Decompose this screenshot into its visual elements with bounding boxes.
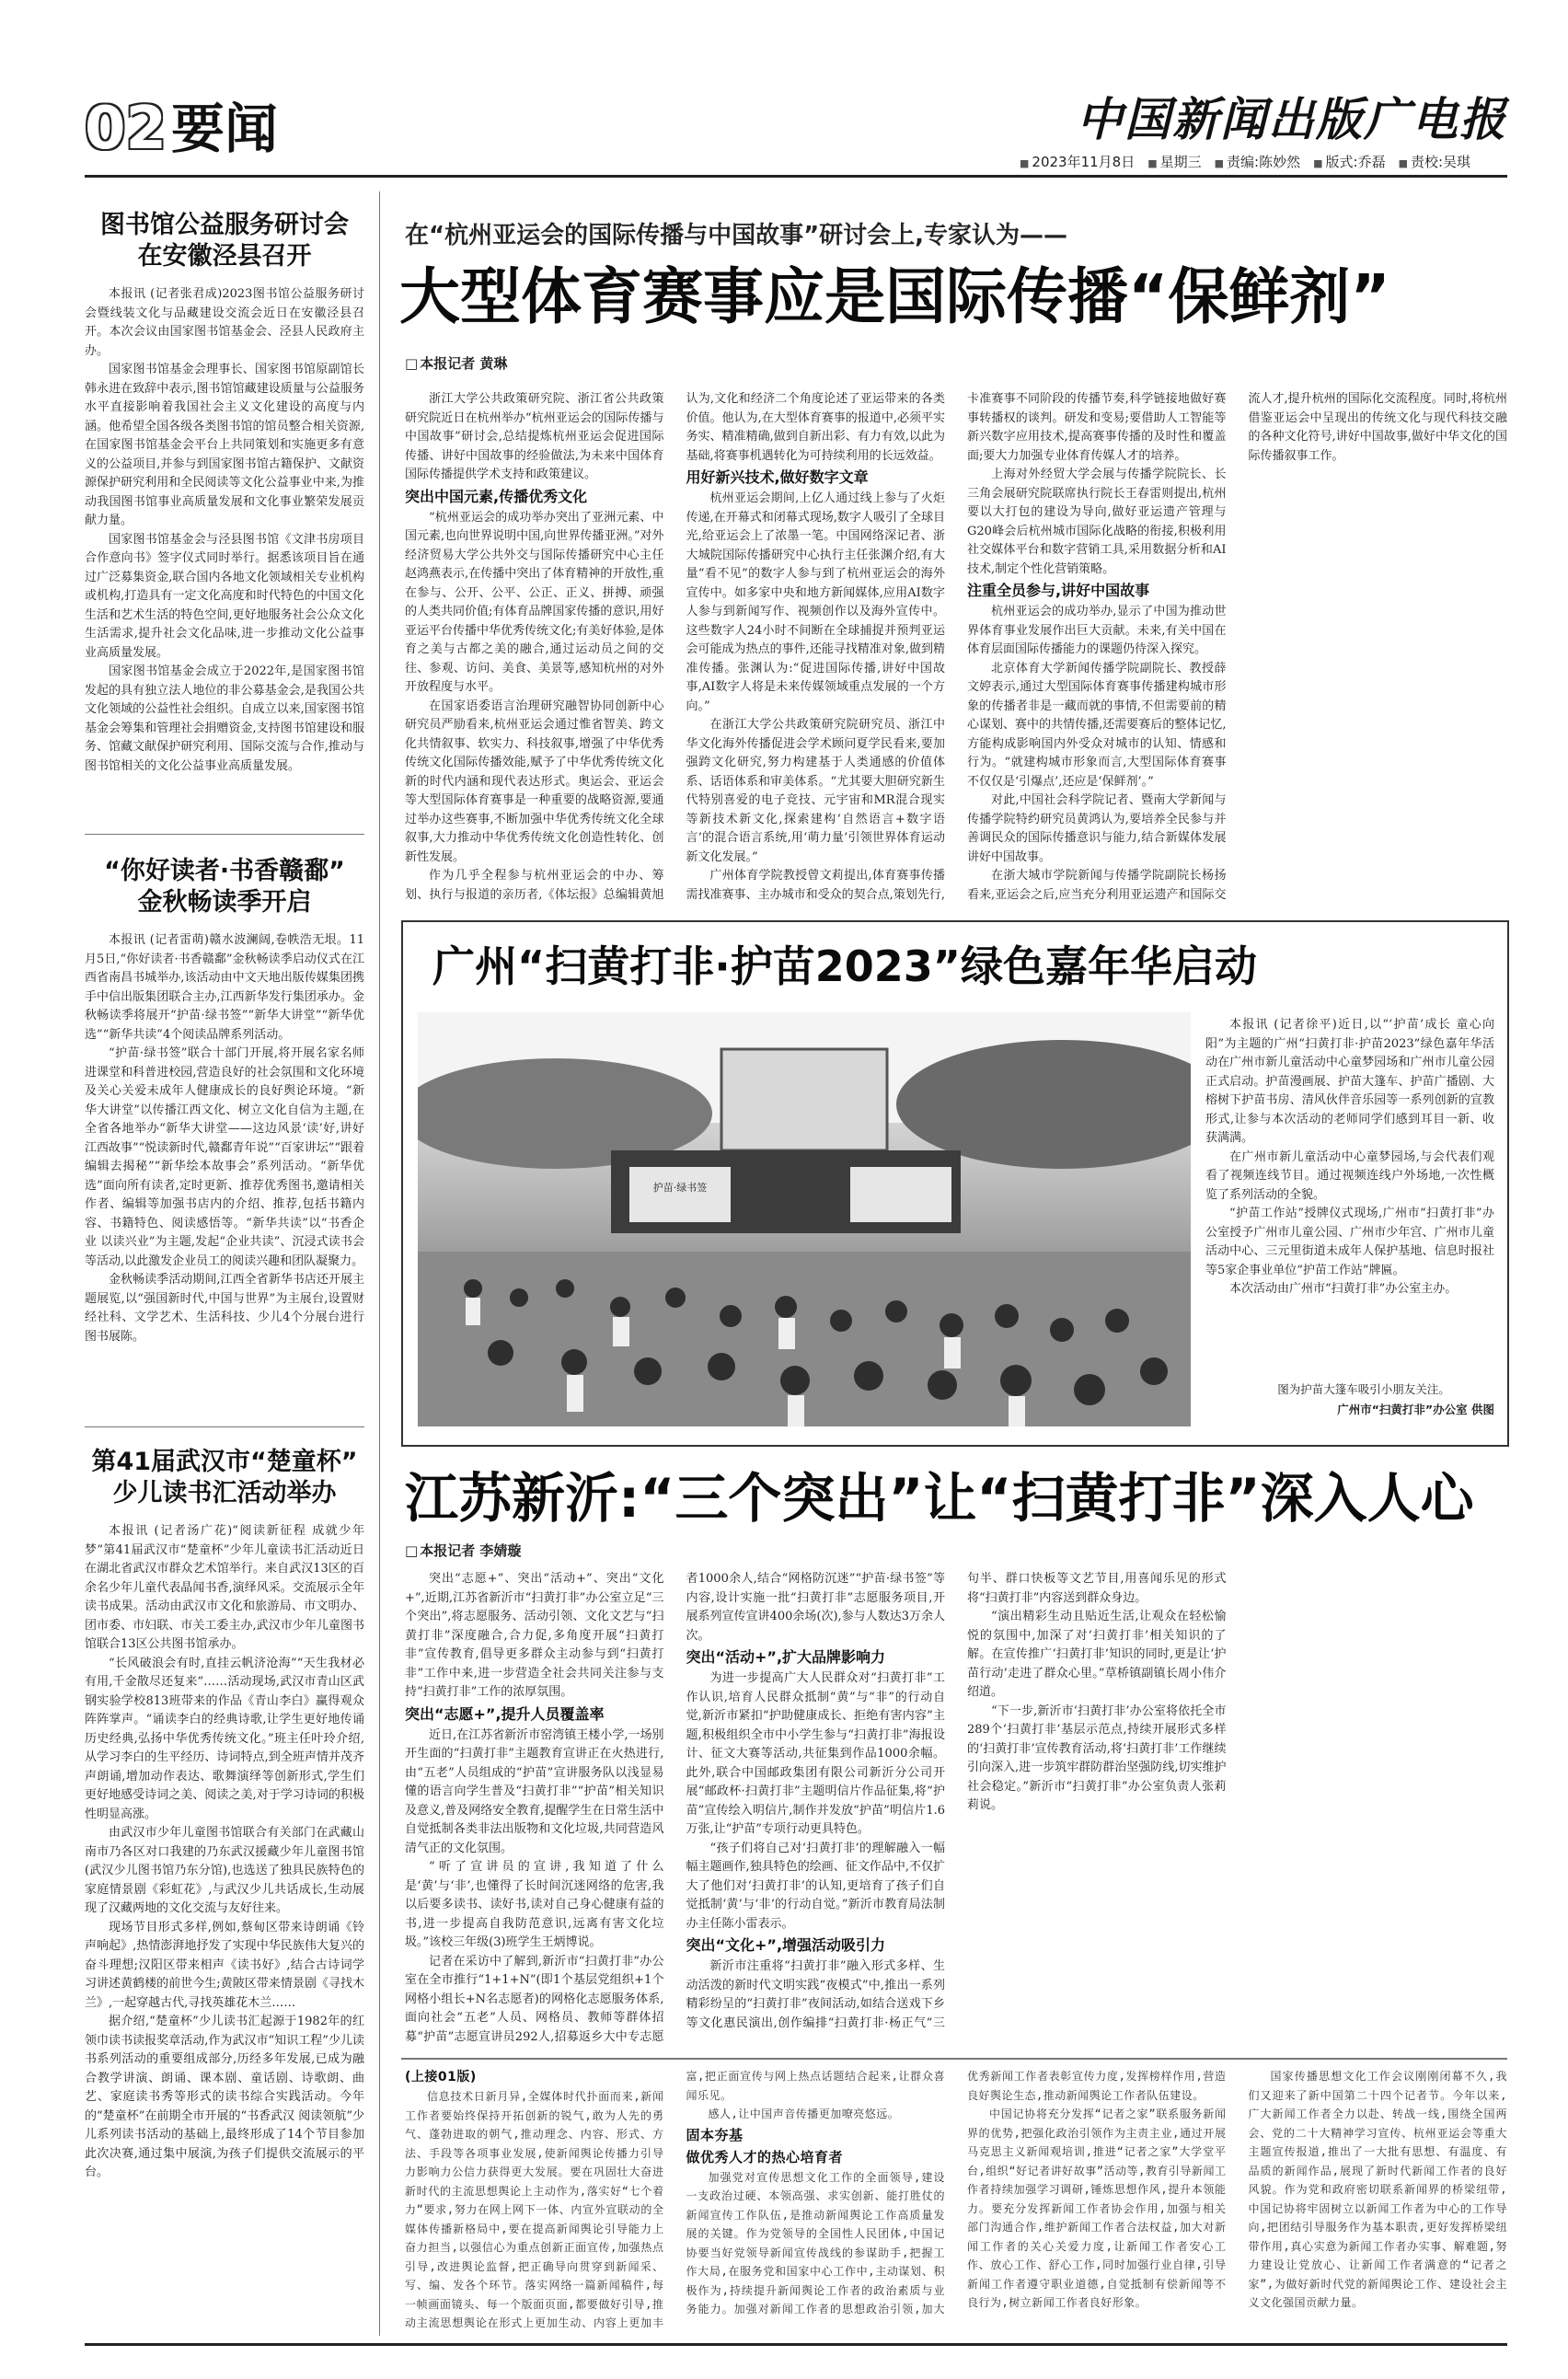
story-headline: 大型体育赛事应是国际传播“保鲜剂” (399, 261, 1390, 332)
story-paragraph: 杭州亚运会的成功举办,显示了中国为推动世界体育事业发展作出巨大贡献。未来,有关中国在体育层面国际传播能力的课题仍待深入探究。 (967, 605, 1227, 656)
story-subhead: 突出“志愿+”,提升人员覆盖率 (405, 1704, 605, 1723)
column-divider (379, 191, 380, 2336)
article-lead: 本报讯 (记者汤广花)“阅读新征程 成就少年梦”第41届武汉市“楚童杯”少年儿童读书汇活动近日在湖北省武汉市群众艺术馆举行。来自武汉13区的百余名少年儿童代表晶闻书香,演绎风采。交流展示全年读书成果。活动由武汉市文化和旅游局、市文明办、团市委、市妇联、市关工委主办,武汉市少年儿童图书馆联合13区公共图书馆承办。 (85, 1524, 364, 1651)
article-title-line1: 图书馆公益服务研讨会 (100, 211, 349, 239)
article-paragraph: 由武汉市少年儿童图书馆联合有关部门在武藏山南市乃各区对口我建的乃东武汉援藏少年儿童图书馆(武汉少儿图书馆乃东分馆),也选送了独具民族特色的家庭情景剧《彩虹花》,与武汉少儿共话成长,生动展现了汉藏两地的文化交流与友好往来。 (85, 1826, 364, 1915)
article-paragraph: 国家图书馆基金会与泾县图书馆《文津书房项目合作意向书》签字仪式同时举行。据悉该项目旨在通过广泛募集资金,联合国内各地文化领域相关专业机构或机构,打造具有一定文化高度和时代特色的中国文化生活和艺术生活的特色空间,更好地服务社会公众文化生活需求,提升社会文化品味,进一步推动文化公益事业高质量发展。 (85, 532, 364, 660)
event-photo (418, 1012, 1191, 1426)
story-body (405, 390, 1507, 915)
story-subhead: 注重全员参与,讲好中国故事 (967, 582, 1150, 599)
story-headline: 江苏新沂:“三个突出”让“扫黄打非”深入人心 (405, 1467, 1474, 1530)
article-paragraph: 据介绍,“楚童杯”少儿读书汇起源于1982年的红领巾读书读报奖章活动,作为武汉市“知识工程”少儿读书系列活动的重要组成部分,历经多年发展,已成为融合教学讲演、朗诵、课本剧、童话剧、诗歌朗、曲艺、家庭读书秀等形式的读书综合实践活动。今年的“楚童杯”在前期全市开展的“书香武汉 阅读领航”少儿系列读书活动的基础上,最终形成了14个节目参加此次决赛,通过集中展演,为孩子们提供交流展示的平台。 (85, 2015, 364, 2179)
article-reading-season (85, 856, 364, 1346)
story-paragraph: “孩子们将自己对‘扫黄打非’的理解融入一幅幅主题画作,独具特色的绘画、征文作品中,不仅扩大了他们对‘扫黄打非’的认知,更培育了孩子们自觉抵制‘黄’与‘非’的行动自觉。”新沂市教育局法制办主任陈小雷表示。 (686, 1841, 945, 1931)
article-paragraph: 国家图书馆基金会成立于2022年,是国家图书馆发起的具有独立法人地位的非公募基金会,是我国公共文化领域的公益性社会组织。自成立以来,国家图书馆基金会筹集和管理社会捐赠资金,支持图书馆建设和服务、馆藏文献保护研究利用、国际交流与合作,推动与图书馆相关的文化公益事业高质量发展。 (85, 664, 364, 773)
proof-credit: ■ 责校:吴琪 (1399, 153, 1470, 173)
continued-article (405, 2067, 1507, 2334)
continued-subhead: 固本夯基 做优秀人才的热心培育者 (686, 2126, 844, 2165)
story-paragraph: 本次活动由广州市“扫黄打非”办公室主办。 (1229, 1282, 1458, 1296)
story-paragraph: 为进一步提高广大人民群众对“扫黄打非”工作认识,培育人民群众抵制“黄”与“非”的行动自觉,新沂市紧扣“护助健康成长、拒绝有害内容”主题,积极组织全市中小学生参与“扫黄打非”海报设计、征文大赛等活动,共征集到作品1000余幅。此外,联合中国邮政集团有限公司新沂分公司开展“邮政杯·扫黄打非”主题明信片作品征集,将“护苗”宣传绘入明信片,制作并发放“护苗”明信片1.6万张,让“护苗”专项行动更具特色。 (686, 1671, 945, 1836)
story-paragraph: 作为几乎全程参与杭州亚运会的中办、筹划、执行与报道的亲历者,《体坛报》总编辑黄旭认为,文化和经济二个角度论述了亚运带来的各类价值。他认为,在大型体育赛事的报道中,必须平实务实、精准精确,做到自新出彩、有力有效,以此为基础,将赛事机遇转化为可持续利用的长远效益。 (405, 392, 945, 902)
story-paragraph: 在国家语委语言治理研究融智协同创新中心研究员严励看来,杭州亚运会通过惟省智美、跨文化共情叙事、软实力、科技叙事,增强了中华优秀传统文化国际传播效能,赋予了中华优秀传统文化新的时代内涵和现代表达形式。奥运会、亚运会等大型国际体育赛事是一种重要的战略资源,要通过举办这些赛事,不断加强中华优秀传统文化全球叙事,大力推动中华优秀传统文化创造性转化、创新性发展。 (405, 699, 664, 864)
continued-paragraph: 中国记协将充分发挥“记者之家”联系服务新闻界的优势,把强化政治引领作为主责主业,通过开展马克思主义新闻观培训,推进“记者之家”大学堂平台,组织“好记者讲好故事”活动等,教育引导新闻工作者持续加强学习调研,锤炼思想作风,提升本领能力。要充分发挥新闻工作者协会作用,加强与相关部门沟通合作,维护新闻工作者合法权益,加大对新闻工作者的关心关爱力度,让新闻工作者安心工作、放心工作、舒心工作,同时加强行业自律,引导新闻工作者遵守职业道德,自觉抵制有偿新闻等不良行为,树立新闻工作者良好形象。 (967, 2108, 1227, 2309)
article-title-line2: 金秋畅读季开启 (137, 888, 312, 917)
story-paragraph: “护苗工作站”授牌仪式现场,广州市“扫黄打非”办公室授予广州市儿童公园、广州市少年宫、广州市儿童活动中心、三元里街道未成年人保护基地、信息时报社等5家企事业单位“护苗工作站”牌匾。 (1205, 1207, 1494, 1277)
story-subhead: 突出“文化+”,增强活动吸引力 (686, 1936, 886, 1954)
photo-credit: 广州市“扫黄打非”办公室 供图 (1337, 1403, 1494, 1416)
editor-credit: ■ 责编:陈妙然 (1215, 153, 1300, 173)
article-paragraph: 金秋畅读季活动期间,江西全省新华书店还开展主题展览,以“强国新时代,中国与世界”为主展台,设置财经社科、文学艺术、生活科技、少儿4个分展台进行图书展陈。 (85, 1273, 364, 1344)
issue-date: ■ 2023年11月8日 (1020, 153, 1135, 173)
dateline (1020, 153, 1507, 173)
story-subhead: 突出“活动+”,扩大品牌影响力 (686, 1648, 886, 1666)
story-paragraph: 在浙江大学公共政策研究院研究员、浙江中华文化海外传播促进会学术顾问夏学民看来,要加强跨文化研究,努力构建基于人类通感的价值体系、话语体系和审美体系。“尤其要大胆研究新生代特别喜爱的电子竞技、元宇宙和MR混合现实等新技术新文化,探索建构‘自然语言+数字语言’的混合语言系统,用‘萌力量’引领世界体育运动新文化发展。” (686, 718, 945, 864)
story-kicker: 在“杭州亚运会的国际传播与中国故事”研讨会上,专家认为—— (405, 222, 1068, 249)
article-lead: 本报讯 (记者雷萌)赣水波澜阔,卷帙浩无垠。11月5日,“你好读者·书香赣鄱”金秋畅读季启动仪式在江西省南昌书城举办,该活动由中文天地出版传媒集团携手中信出版集团联合主办,江西新华发行集团承办。金秋畅读季将展开“护苗·绿书签”“新华大讲堂”“新华优选”“新华共读”4个阅读品牌系列活动。 (85, 933, 364, 1042)
story-paragraph: 北京体育大学新闻传播学院副院长、教授薛文婷表示,通过大型国际体育赛事传播建构城市形象的传播者非是一藏而就的事情,不但需要前的精心谋划、赛中的共情传播,还需要赛后的整体记忆,方能构成影响国内外受众对城市的认知、情感和行为。“就建构城市形象而言,大型国际体育赛事不仅仅是‘引爆点’,还应是‘保鲜剂’。” (967, 661, 1227, 789)
story-paragraph: “杭州亚运会的成功举办突出了亚洲元素、中国元素,也向世界说明中国,向世界传播亚洲。”对外经济贸易大学公共外交与国际传播研究中心主任赵鸿燕表示,在传播中突出了体育精神的开放性,重在参与、公开、公平、公正、正义、拼搏、顽强的人类共同价值;有体育品牌国家传播的意识,用好亚运平台传播中华优秀传统文化;有美好体验,是体育之美与古都之美的融合,通过运动员之间的交往、参观、访问、美食、美景等,感知杭州的对外开放程度与水平。 (405, 510, 664, 694)
article-chutong-cup (85, 1447, 364, 2183)
story-paragraph: 突出“志愿+”、突出“活动+”、突出“文化+”,近期,江苏省新沂市“扫黄打非”办公室立足“三个突出”,将志愿服务、活动引领、文化文艺与“扫黄打非”深度融合,合力促,多角度开展“扫黄打非”宣传教育,倡导更多群众主动参与到“扫黄打非”工作中来,进一步营造全社会共同关注参与支持“扫黄打非”工作的浓厚氛围。 (405, 1572, 664, 1699)
photo-caption: 图为护苗大篷车吸引小朋友关注。 (1277, 1382, 1450, 1396)
story-subhead: 突出中国元素,传播优秀文化 (405, 487, 588, 505)
article-paragraph: 现场节目形式多样,例如,蔡甸区带来诗朗诵《铃声响起》,热情澎湃地抒发了实现中华民族伟大复兴的奋斗理想;汉阳区带来相声《读书好》,结合古诗词学习讲述黄鹤楼的前世今生;黄陂区带来情景剧《寻找木兰》,一起穿越古代,寻找英雄花木兰…… (85, 1920, 364, 2010)
story-paragraph: 杭州亚运会期间,上亿人通过线上参与了火炬传递,在开幕式和闭幕式现场,数字人吸引了全球目光,给亚运会上了浓墨一笔。中国网络深记者、浙大城院国际传播研究中心执行主任张渊介绍,有大量“看不见”的数字人参与到了杭州亚运会的海外宣传中。如多家中央和地方新闻媒体,应用AI数字人参与到新闻写作、视频创作以及海外宣传中。这些数字人24小时不间断在全球捕捉并预判亚运会可能成为热点的事件,还能寻找精准对象,做到精准传播。张渊认为:“促进国际传播,讲好中国故事,AI数字人将是未来传媒领域重点发展的一个方向。” (686, 491, 945, 713)
photo-banner-text: 护苗·绿书签 (652, 1182, 708, 1194)
continued-paragraph: 信息技术日新月异,全媒体时代扑面而来,新闻工作者要始终保持开拓创新的锐气,敢为人先的勇气、蓬勃进取的朝气,推动理念、内容、形式、方法、手段等各项事业发展,使新闻舆论传播力引导力影响力公信力获得更大发展。要在巩固壮大奋进新时代的主流思想舆论上主动作为,落实好“七个着力”要求,努力在网上网下一体、内宣外宣联动的全媒体传播新格局中,要在提高新闻舆论引导能力上奋力担当,以强信心为重点创新正面宣传,加强热点引导,改进舆论监督,把正确导向贯穿到新闻采、写、编、发各个环节。落实网络一篇新闻稿件,每一帧画面镜头、每一个版面页面,都要做好引导,推动主流思想舆论在形式上更加生动、内容上更加丰富,把正面宣传与网上热点话题结合起来,让群众喜闻乐见。 (405, 2070, 945, 2329)
continued-paragraph: 加强党对宣传思想文化工作的全面领导,建设一支政治过硬、本领高强、求实创新、能打胜仗的新闻宣传工作队伍,是推动新闻舆论工作高质量发展的关键。作为党领导的全国性人民团体,中国记协要当好党领导新闻宣传战线的参谋助手,把握工作大局,在服务党和国家中心工作中,主动谋划、积极作为,持续提升新闻舆论工作者的政治素质与业务能力。加强对新闻工作者的思想政治引领,加大优秀新闻工作者表彰宣传力度,发挥榜样作用,营造良好舆论生态,推动新闻舆论工作者队伍建设。 (686, 2070, 1227, 2315)
section-title: 要闻 (171, 98, 279, 160)
story-paragraph: 记者在采访中了解到,新沂市“扫黄打非”办公室在全市推行“1+1+N”(即1个基层党组织+1个网格小组长+N名志愿者)的网格化志愿服务体系,面向社会“五老”人员、网格员、教师等群体招募“护苗”志愿宣讲员292人,招募返乡大中专志愿者1000余人,结合“网格防沉迷”“护苗·绿书签”等内容,设计实施一批“扫黄打非”志愿服务项目,开展系列宣传宣讲400余场(次),参与人数达3万余人次。 (405, 1572, 945, 2044)
story-paragraph: “下一步,新沂市‘扫黄打非’办公室将依托全市289个‘扫黄打非’基层示范点,持续开展形式多样的‘扫黄打非’宣传教育活动,将‘扫黄打非’工作继续引向深入,进一步筑牢群防群治坚强防线,切实维护社会稳定。”新沂市“扫黄打非”办公室负责人张莉莉说。 (967, 1703, 1227, 1812)
article-paragraph: “长风破浪会有时,直挂云帆济沧海”“天生我材必有用,千金散尽还复来”……活动现场,武汉市青山区武钢实验学校813班带来的作品《青山李白》赢得观众阵阵掌声。“诵读李白的经典诗歌,让学生更好地传诵历史经典,弘扬中华优秀传统文化。”班主任叶玲介绍,从学习李白的生平经历、诗词特点,到全班声情并茂齐声朗诵,增加动作表达、歌舞演绎等创新形式,学生们更好地感受诗词之美、阅读之美,对于学习诗词的积极性明显高涨。 (85, 1656, 364, 1821)
story-paragraph: 广州体育学院教授曾文莉提出,体育赛事传播需找准赛事、主办城市和受众的契合点,策划先行,卡准赛事不同阶段的传播节奏,科学链接地做好赛事转播权的谈判。研发和变易;要借助人工智能等新兴数字应用技术,提高赛事传播的及时性和覆盖面;要大力加强专业体育传媒人才的培养。 (686, 392, 1227, 902)
story-byline: □ 本报记者 黄琳 (405, 353, 507, 373)
masthead-logo: 中国新闻出版广电报 (1077, 92, 1507, 146)
story-paragraph: 浙江大学公共政策研究院、浙江省公共政策研究院近日在杭州举办“杭州亚运会的国际传播与中国故事”研讨会,总结提炼杭州亚运会促进国际传播、讲好中国故事的经验做法,为未来中国体育国际传播提供学术支持和政策建议。 (405, 392, 664, 481)
article-title-line1: 第41届武汉市“楚童杯” (91, 1448, 358, 1476)
article-lead: 本报讯 (记者张君成)2023图书馆公益服务研讨会暨线装文化与品藏建设交流会近日在安徽泾县召开。本次会议由国家图书馆基金会、泾县人民政府主办。 (85, 287, 364, 358)
article-divider (85, 834, 364, 835)
article-title-line2: 在安徽泾县召开 (137, 242, 312, 271)
story-paragraph: 在浙大城市学院新闻与传播学院副院长杨扬看来,亚运会之后,应当充分利用亚运遗产和国际交流人才,提升杭州的国际化交流程度。同时,将杭州借鉴亚运会中呈现出的传统文化与现代科技交融的各种文化符号,讲好中国故事,做好中华文化的国际传播叙事工作。 (967, 392, 1507, 902)
story-paragraph: “听了宣讲员的宣讲,我知道了什么是‘黄’与‘非’,也懂得了长时间沉迷网络的危害,我以后要多读书、读好书,读对自己身心健康有益的书,进一步提高自我防范意识,远离有害文化垃圾。”该校三年级(3)班学生王炳博说。 (405, 1860, 664, 1949)
continued-paragraph: 感人,让中国声音传播更加嘹亮悠远。 (708, 2108, 900, 2120)
continued-from-label: (上接01版) (405, 2070, 477, 2085)
story-paragraph: 对此,中国社会科学院记者、暨南大学新闻与传播学院特约研究员黄鸿认为,要培养全民参与并善调民众的国际传播意识与能力,结合新媒体发展讲好中国故事。 (967, 793, 1227, 864)
photo-illustration (418, 1012, 1191, 1426)
issue-weekday: ■ 星期三 (1147, 153, 1201, 173)
article-title-line2: 少儿读书汇活动举办 (112, 1479, 337, 1507)
story-paragraph: 本报讯 (记者徐平)近日,以“‘护苗’成长 童心向阳”为主题的广州“扫黄打非·护苗2023”绿色嘉年华活动在广州市新儿童活动中心童梦园场和广州市儿童公园正式启动。护苗漫画展、护苗大篷车、护苗广播剧、大榕树下护苗书房、清风伙伴音乐园等一系列创新的宣教形式,让参与本次活动的老师同学们感到耳目一新、收获满满。 (1205, 1018, 1494, 1145)
article-title-line1: “你好读者·书香赣鄱” (104, 857, 345, 885)
article-divider (85, 1426, 364, 1427)
layout-credit: ■ 版式:乔磊 (1313, 153, 1385, 173)
section-divider (401, 2058, 1507, 2060)
footer-rule (85, 2343, 1507, 2346)
story-paragraph: 近日,在江苏省新沂市窑湾镇王楼小学,一场别开生面的“扫黄打非”主题教育宣讲正在火热进行,由“五老”人员组成的“护苗”宣讲服务队以浅显易懂的语言向学生普及“扫黄打非”“护苗”相关知识及意义,普及网络安全教育,提醒学生在日常生活中自觉抵制各类非法出版物和文化垃圾,共同营造风清气正的文化氛围。 (405, 1727, 664, 1855)
page-number: 02 (85, 95, 167, 163)
story-body (1205, 1016, 1494, 1299)
story-paragraph: 在广州市新儿童活动中心童梦园场,与会代表们观看了视频连线节目。通过视频连线户外场地,一次性概览了系列活动的全貌。 (1205, 1149, 1494, 1202)
story-paragraph: 上海对外经贸大学会展与传播学院院长、长三角会展研究院联席执行院长王春雷则提出,杭州要以大打包的建设为导向,做好亚运遗产管理与G20峰会后杭州城市国际化战略的衔接,积极利用社交媒体平台和数字营销工具,采用数据分析和AI技术,制定个性化营销策略。 (967, 468, 1227, 576)
article-paragraph: 国家图书馆基金会理事长、国家图书馆原副馆长韩永进在致辞中表示,图书馆馆藏建设质量与公益服务水平直接影响着我国社会主义文化建设的高度与内涵。他希望全国各级各类图书馆的馆员整合相关资源,在国家图书馆基金会平台上共同策划和实施更多有意义的公益项目,并参与到国家图书馆古籍保护、文献资源保护研究利用和全民阅读等文化公益事业中来,为推动我国图书馆事业高质量发展和文化事业繁荣发展贡献力量。 (85, 363, 364, 527)
story-subhead: 用好新兴技术,做好数字文章 (686, 468, 869, 486)
article-library-seminar (85, 210, 364, 776)
continued-paragraph: 国家传播思想文化工作会议刚刚闭幕不久,我们又迎来了新中国第二十四个记者节。今年以来,广大新闻工作者全力以赴、转战一线,围绕全国两会、党的二十大精神学习宣传、杭州亚运会等重大主题宣传报道,推出了一大批有思想、有温度、有品质的新闻作品,展现了新时代新闻工作者的良好风貌。作为党和政府密切联系新闻界的桥梁纽带,中国记协将牢固树立以新闻工作者为中心的工作导向,把团结引导服务作为基本职责,更好发挥桥梁纽带作用,真心实意为新闻工作者办实事、解难题,努力建设让党放心、让新闻工作者满意的“记者之家”,为做好新时代党的新闻舆论工作、建设社会主义文化强国贡献力量。 (1248, 2070, 1507, 2309)
story-paragraph: “演出精彩生动且贴近生活,让观众在轻松愉悦的氛围中,加深了对‘扫黄打非’相关知识的了解。在宣传推广‘扫黄打非’知识的同时,更是让‘护苗行动’走进了群众心里。”草桥镇副镇长周小伟介绍道。 (967, 1610, 1227, 1699)
story-headline: 广州“扫黄打非·护苗2023”绿色嘉年华启动 (432, 941, 1257, 991)
story-byline: □ 本报记者 李婧璇 (405, 1541, 521, 1560)
story-body (405, 1570, 1507, 2049)
article-paragraph: “护苗·绿书签”联合十部门开展,将开展名家名师进课堂和科普进校园,营造良好的社会氛围和文化环境及关心关爱未成年人健康成长的良好舆论环境。“新华大讲堂”以传播江西文化、树立文化自信为主题,在全省各地举办“新华大讲堂——这边风景‘读’好,讲好江西故事”“悦读新时代,赣鄱青年说”“百家讲坛”“跟着编辑去揭秘”“新华绘本故事会”系列活动。“新华优选”面向所有读者,定时更新、推荐优秀图书,邀请相关作者、编辑等加强书店内的介绍、推荐,包括书籍内容、书籍特色、阅读感悟等。“新华共读”以“书香企业 以读兴业”为主题,发起“企业共读”、沉浸式读书会等活动,以此激发企业员工的阅读兴趣和团队凝聚力。 (85, 1046, 365, 1268)
story-paragraph: 新沂市注重将“扫黄打非”融入形式多样、生动活泼的新时代文明实践“夜模式”中,推出一系列精彩纷呈的“扫黄打非”夜间活动,如结合送戏下乡等文化惠民演出,创作编排“扫黄打非·杨正气”三句半、群口快板等文艺节目,用喜闻乐见的形式将“扫黄打非”内容送到群众身边。 (686, 1572, 1227, 2030)
header-rule (85, 175, 1507, 178)
